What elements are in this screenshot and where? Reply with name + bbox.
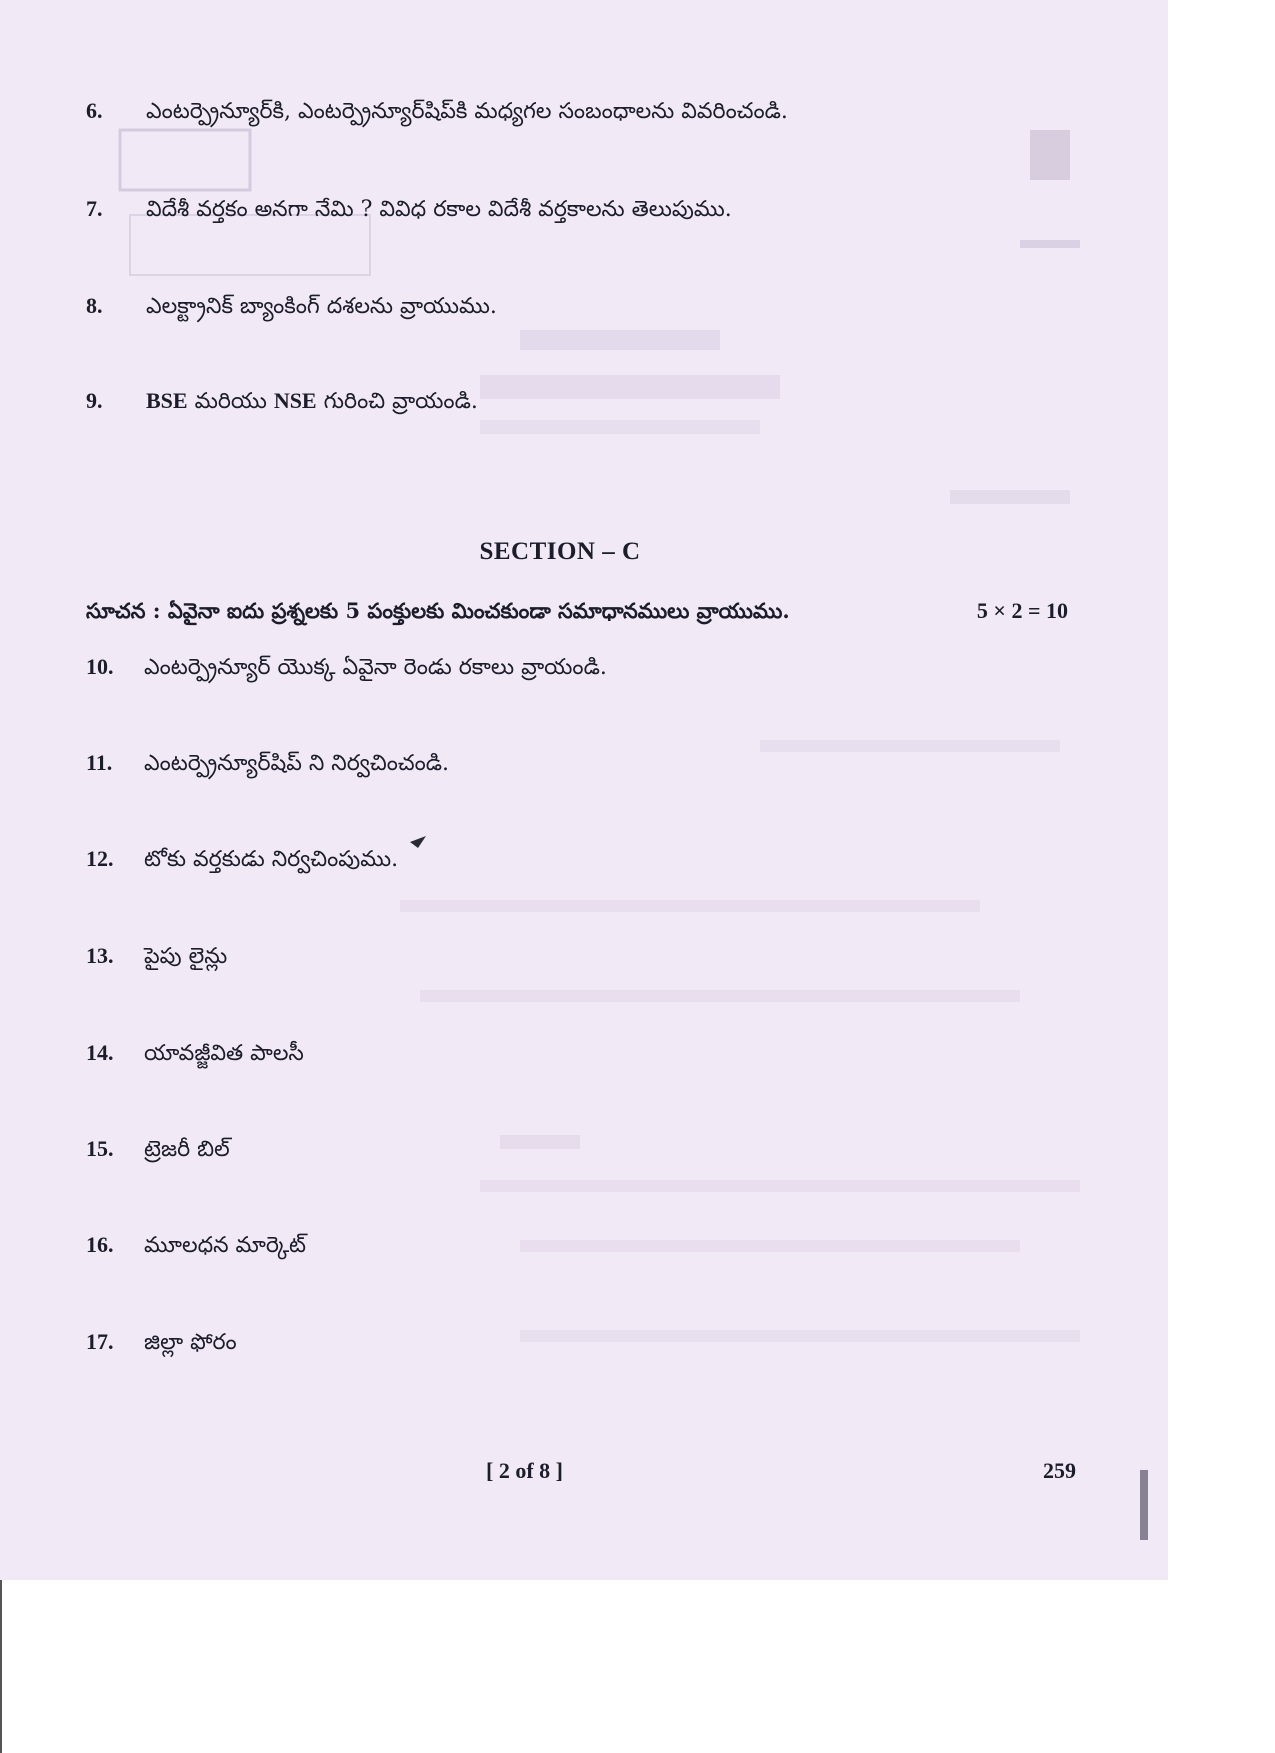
question-text: ఎంటర్ప్రెన్యూర్‌షిప్ ని నిర్వచించండి. (144, 751, 450, 776)
question-10 (86, 653, 607, 682)
question-13 (86, 942, 227, 971)
question-text: ఎంటర్ప్రెన్యూర్‌కి, ఎంటర్ప్రెన్యూర్‌షిప్‌కి మధ్యగల సంబంధాలను వివరించండి. (146, 99, 788, 124)
page-indicator: [ 2 of 8 ] (486, 1458, 563, 1483)
question-11 (86, 749, 449, 778)
question-8 (86, 292, 497, 321)
question-17 (86, 1328, 237, 1357)
question-6 (86, 97, 788, 126)
question-text: మూలధన మార్కెట్ (144, 1233, 307, 1258)
question-14 (86, 1039, 304, 1068)
question-text: టోకు వర్తకుడు నిర్వచింపుము. (144, 847, 399, 872)
question-number: 11. (86, 750, 113, 775)
section-title: SECTION – C (479, 538, 641, 565)
question-number: 12. (86, 846, 114, 871)
paper-code: 259 (1043, 1458, 1076, 1483)
question-text: విదేశీ వర్తకం అనగా నేమి ? వివిధ రకాల విదేశీ వర్తకాలను తెలుపుము. (146, 197, 732, 222)
question-number: 15. (86, 1136, 114, 1161)
question-number: 13. (86, 943, 114, 968)
question-text: ఎలక్ట్రానిక్ బ్యాంకింగ్ దశలను వ్రాయుము. (146, 294, 497, 319)
section-instruction: సూచన : ఏవైనా ఐదు ప్రశ్నలకు 5 పంక్తులకు మించకుండా సమాధానములు వ్రాయుము. (86, 598, 790, 623)
question-number: 6. (86, 98, 103, 123)
question-text: ఎంటర్ప్రెన్యూర్ యొక్క ఏవైనా రెండు రకాలు వ్రాయండి. (144, 655, 607, 680)
question-text: యావజ్జీవిత పాలసీ (144, 1041, 304, 1066)
scan-edge-line (0, 1580, 8, 1753)
question-15 (86, 1135, 230, 1164)
question-number: 9. (86, 388, 103, 413)
nse-abbr: NSE (273, 388, 317, 413)
bse-abbr: BSE (146, 388, 188, 413)
question-number: 17. (86, 1329, 114, 1354)
question-number: 16. (86, 1232, 114, 1257)
question-12 (86, 845, 398, 874)
question-number: 14. (86, 1040, 114, 1065)
question-number: 10. (86, 654, 114, 679)
question-number: 8. (86, 293, 103, 318)
question-text: జిల్లా ఫోరం (144, 1330, 237, 1355)
question-text: ట్రెజరీ బిల్ (144, 1137, 230, 1162)
question-text: పైపు లైన్లు (144, 944, 228, 969)
question-9 (86, 387, 478, 416)
question-16 (86, 1231, 306, 1260)
question-text (146, 387, 478, 416)
question-text-connector: మరియు (187, 389, 274, 414)
question-text-tail: గురించి వ్రాయండి. (316, 389, 478, 414)
section-marks: 5 × 2 = 10 (976, 598, 1068, 623)
question-number: 7. (86, 196, 103, 221)
question-7 (86, 195, 732, 224)
